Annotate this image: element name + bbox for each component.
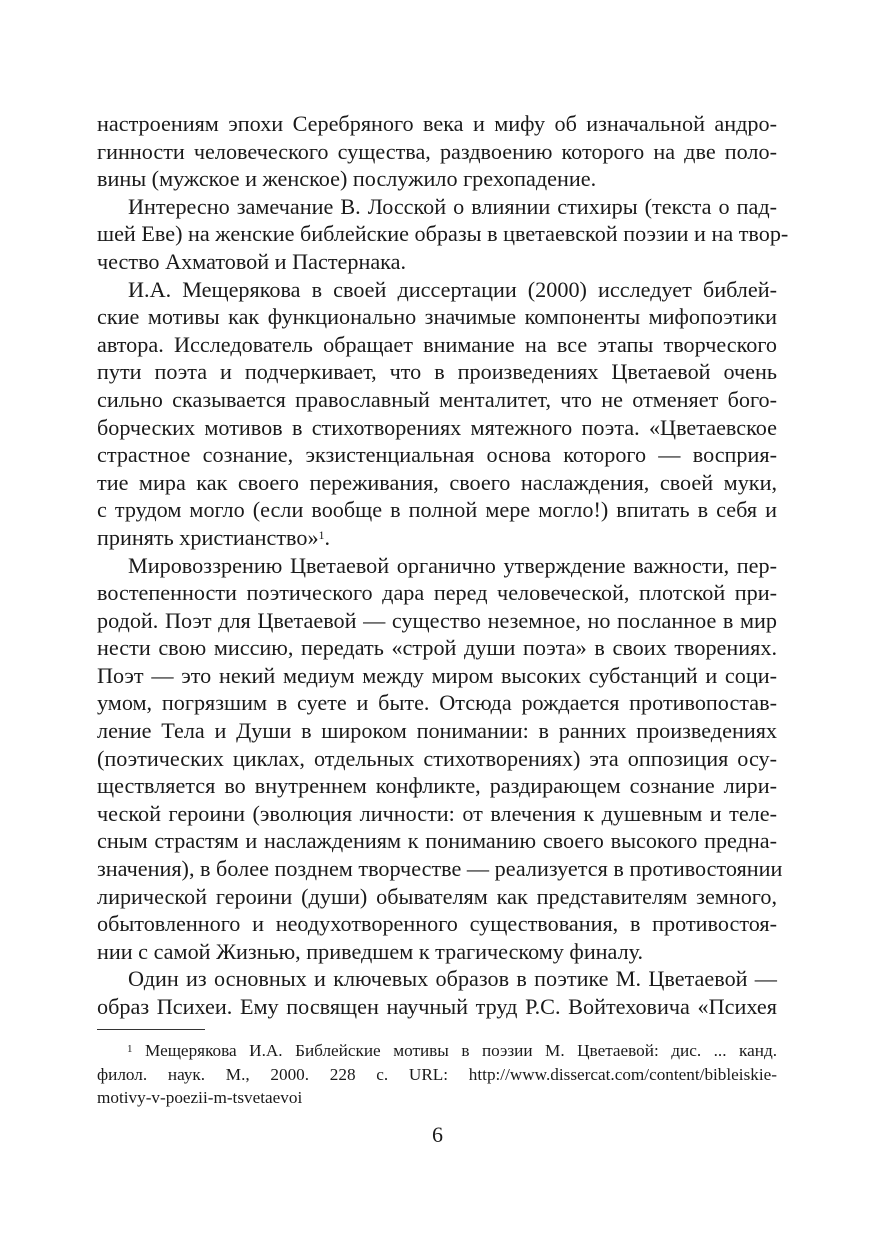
text-line: нести свою миссию, передать «строй души поэта» в своих творениях. xyxy=(97,635,777,661)
text-line: Поэт — это некий медиум между миром высоких субстанций и соци- xyxy=(97,662,777,688)
footnote-reference[interactable]: 1 xyxy=(318,527,325,542)
text-line: с трудом могло (если вообще в полной мере могло!) впитать в себя и xyxy=(97,497,777,523)
footnote-line: филол. наук. М., 2000. 228 с. URL: http://www.dissercat.com/content/bibleiskie- xyxy=(97,1064,777,1084)
footnote-line xyxy=(97,1039,777,1063)
text-line: страстное сознание, экзистенциальная основа которого — восприя- xyxy=(97,442,777,468)
footnote xyxy=(97,1039,777,1110)
text-line: ческой героини (эволюция личности: от влечения к душевным и теле- xyxy=(97,800,777,826)
text-line: родой. Поэт для Цветаевой — существо неземное, но посланное в мир xyxy=(97,607,777,633)
text-line: нии с самой Жизнью, приведшем к трагическому финалу. xyxy=(97,938,644,964)
text-fragment: принять христианство» xyxy=(97,524,319,550)
text-line: И.А. Мещерякова в своей диссертации (2000) исследует библей- xyxy=(128,276,777,302)
text-line: автора. Исследователь обращает внимание на все этапы творческого xyxy=(97,331,777,357)
text-line: гинности человеческого существа, раздвоению которого на две поло- xyxy=(97,138,777,164)
text-line: Мировоззрению Цветаевой органично утверждение важности, пер- xyxy=(128,552,777,578)
text-line: вины (мужское и женское) послужило грехопадение. xyxy=(97,166,597,192)
text-line: (поэтических циклах, отдельных стихотворениях) эта оппозиция осу- xyxy=(97,745,777,771)
text-line: чество Ахматовой и Пастернака. xyxy=(97,248,407,274)
text-line: борческих мотивов в стихотворениях мятежного поэта. «Цветаевское xyxy=(97,414,777,440)
text-line: шей Еве) на женские библейские образы в цветаевской поэзии и на твор- xyxy=(97,221,789,247)
text-line: сильно сказывается православный менталитет, что не отменяет бого- xyxy=(97,386,777,412)
text-line: настроениям эпохи Серебряного века и мифу об изначальной андро- xyxy=(97,111,777,136)
text-line: востепенности поэтического дара перед человеческой, плотской при- xyxy=(97,580,777,606)
text-line: ществляется во внутреннем конфликте, раздирающем сознание лири- xyxy=(97,773,777,799)
text-line: ские мотивы как функционально значимые компоненты мифопоэтики xyxy=(97,304,777,330)
text-line-with-footnote xyxy=(97,524,777,552)
footnote-line: motivy-v-poezii-m-tsvetaevoi xyxy=(97,1088,303,1107)
text-line: умом, погрязшим в суете и быте. Отсюда рождается противопостав- xyxy=(97,690,777,716)
body-text xyxy=(97,110,789,1021)
text-line: образ Психеи. Ему посвящен научный труд Р.С. Войтеховича «Психея xyxy=(97,994,777,1019)
text-line: ление Тела и Души в широком понимании: в ранних произведениях xyxy=(97,718,777,744)
text-line: Интересно замечание В. Лосской о влиянии стихиры (текста о пад- xyxy=(128,193,777,219)
text-line: обытовленного и неодухотворенного существования, в противостоя- xyxy=(97,911,777,937)
text-line: сным страстям и наслаждениям к пониманию своего высокого предна- xyxy=(97,828,777,854)
text-line: Один из основных и ключевых образов в поэтике М. Цветаевой — xyxy=(128,966,777,992)
text-line: значения), в более позднем творчестве — реализуется в противостоянии xyxy=(97,856,783,882)
text-fragment: . xyxy=(324,524,331,550)
text-line: пути поэта и подчеркивает, что в произведениях Цветаевой очень xyxy=(97,359,777,385)
text-line: тие мира как своего переживания, своего наслаждения, своей муки, xyxy=(97,469,777,495)
text-line: лирической героини (души) обывателям как представителям земного, xyxy=(97,883,777,909)
footnote-divider xyxy=(97,1029,205,1030)
footnote-text: Мещерякова И.А. Библейские мотивы в поэзии М. Цветаевой: дис. ... канд. xyxy=(145,1041,777,1060)
page-number: 6 xyxy=(432,1122,443,1147)
footnote-number: 1 xyxy=(127,1043,133,1055)
